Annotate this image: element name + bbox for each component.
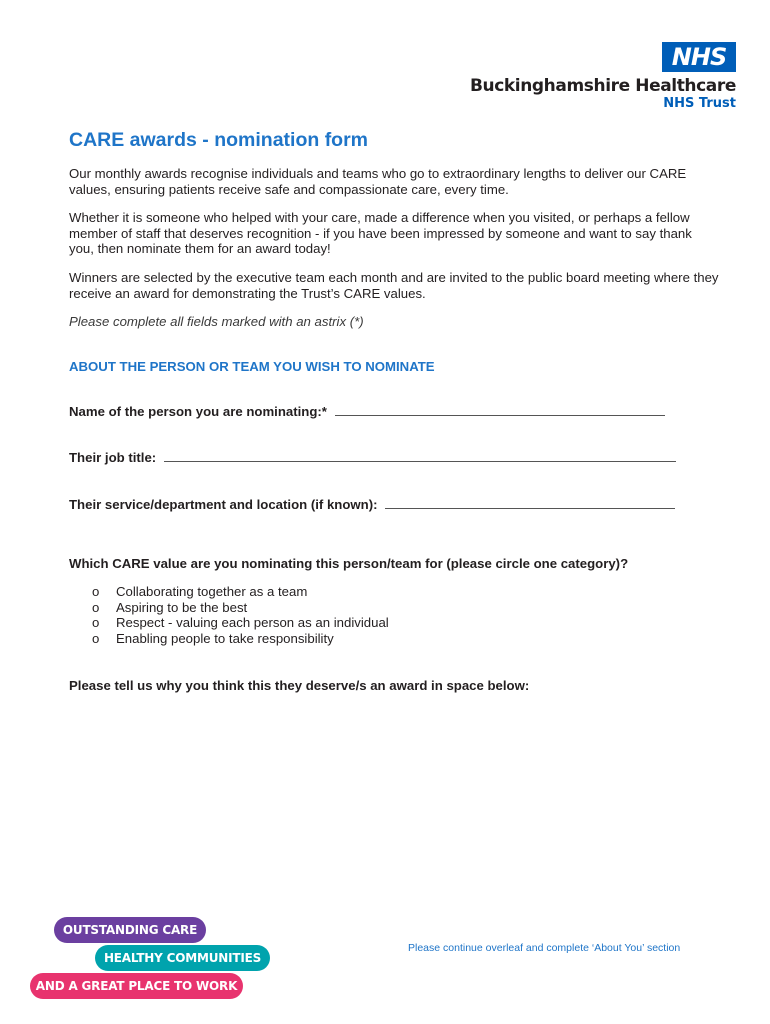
care-option[interactable] [92,584,389,600]
intro-paragraph-3: Winners are selected by the executive team each month and are invited to the public board meeting where they receive an award for demonstrating the Trust’s CARE values. [69,270,719,301]
care-option[interactable] [92,631,389,647]
care-options-list [92,584,389,646]
care-option[interactable] [92,600,389,616]
care-option[interactable] [92,615,389,631]
nominee-name-label: Name of the person you are nominating:* [69,404,327,419]
option-bullet-icon: o [92,615,100,630]
care-option-label: Respect - valuing each person as an individual [116,615,389,630]
department-field [69,496,675,512]
healthy-communities-badge: HEALTHY COMMUNITIES [95,945,270,971]
form-title: CARE awards - nomination form [69,129,369,151]
department-label: Their service/department and location (if known): [69,497,378,512]
continue-note: Please continue overleaf and complete ‘About You’ section [408,942,681,954]
great-place-to-work-badge: AND A GREAT PLACE TO WORK [30,973,243,999]
section-heading: ABOUT THE PERSON OR TEAM YOU WISH TO NOMINATE [69,359,435,374]
reason-input-area[interactable] [69,700,719,900]
care-value-question: Which CARE value are you nominating this person/team for (please circle one category)? [69,556,629,571]
nhs-logo: NHS [662,42,736,72]
care-option-label: Aspiring to be the best [116,599,248,615]
organisation-subtitle: NHS Trust [663,96,736,111]
nominee-name-field [69,403,665,419]
instruction-text: Please complete all fields marked with an astrix (*) [69,314,364,329]
job-title-label: Their job title: [69,450,157,465]
department-input[interactable] [385,496,675,509]
option-bullet-icon: o [92,599,100,615]
nominee-name-input[interactable] [335,403,665,416]
care-option-label: Collaborating together as a team [116,584,308,599]
reason-question: Please tell us why you think this they deserve/s an award in space below: [69,678,530,693]
job-title-input[interactable] [164,449,676,462]
option-bullet-icon: o [92,630,100,646]
organisation-name: Buckinghamshire Healthcare [469,76,736,96]
option-bullet-icon: o [92,584,100,599]
care-option-label: Enabling people to take responsibility [116,630,334,646]
job-title-field [69,449,676,465]
outstanding-care-badge: OUTSTANDING CARE [54,917,206,943]
intro-paragraph-2: Whether it is someone who helped with your care, made a difference when you visited, or perhaps a fellow member of staff that deserves recognition - if you have been impressed by someone and want to say thank you, then nominate them for an award today! [69,210,692,256]
intro-paragraph-1: Our monthly awards recognise individuals and teams who go to extraordinary lengths to deliver our CARE values, ensuring patients receive safe and compassionate care, every time. [69,166,687,197]
